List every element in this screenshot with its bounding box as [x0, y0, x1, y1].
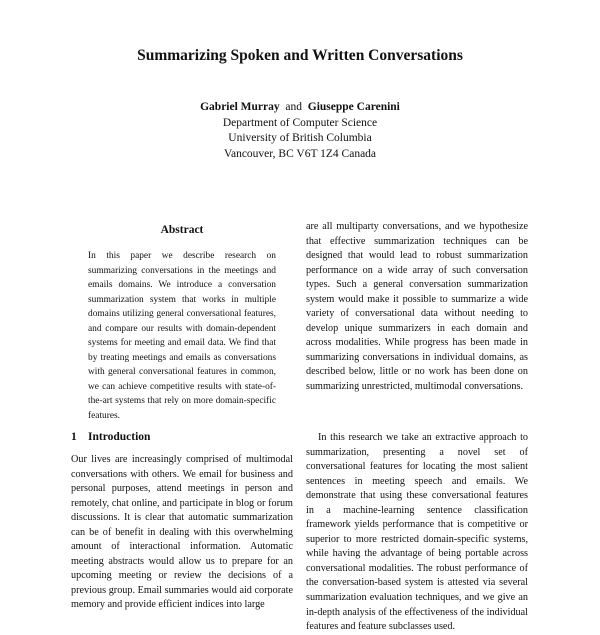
author-2: Giuseppe Carenini [307, 101, 400, 113]
right-column-paragraph-2: In this research we take an extractive approach to summarization, presenting a novel set of conversational features for locating the most salient sentences in meeting speech and emails. We demonstrate that using these conversational features in a machine-learning sentence classification framework yields performance that is competitive or superior to more restricted domain-specific systems, while having the advantage of being portable across conversational modalities. The robust performance of the conversation-based system is attested via several summarization evaluation techniques, and we give an in-depth analysis of the effectiveness of the individual features and feature subclasses used. [306, 432, 528, 633]
author-university: University of British Columbia [228, 132, 372, 144]
section-heading-introduction [71, 431, 150, 443]
abstract-text: In this paper we describe research on summarizing conversations in the meetings and emails domains. We introduce a conversation summarization system that works in multiple domains utilizing general conversational features, and compare our results with domain-dependent systems for meeting and email data. We find that by treating meetings and emails as conversations with general conversational features in common, we can achieve competitive results with state-of-the-art systems that rely on more domain-specific features. [88, 251, 276, 421]
author-1: Gabriel Murray [200, 101, 280, 113]
author-names [0, 100, 600, 116]
paper-title: Summarizing Spoken and Written Conversations [137, 47, 463, 64]
introduction-text: Our lives are increasingly comprised of multimodal conversations with others. We email for business and personal purposes, attend meetings in person and remotely, chat online, and participate in blog or forum discussions. It is clear that automatic summarization can be of benefit in dealing with this overwhelming amount of interactional information. Automatic meeting abstracts would allow us to prepare for an upcoming meeting or review the decisions of a previous group. Email summaries would aid corporate memory and provide efficient indices into large [71, 454, 293, 611]
section-number: 1 [71, 431, 77, 443]
author-conjunction: and [285, 101, 302, 113]
author-address: Vancouver, BC V6T 1Z4 Canada [223, 147, 377, 160]
author-block [0, 100, 600, 162]
section-title: Introduction [88, 431, 151, 443]
right-column-paragraph-1: are all multiparty conversations, and we hypothesize that effective summarization techniques can be designed that would lead to robust summarization performance on a wide array of such conversation types. Such a general conversation summarization system would make it possible to summarize a wide variety of conversational data without needing to develop unique summarizers in each domain and across modalities. While progress has been made in summarizing conversations in individual domains, as described below, little or no work has been done on summarizing unrestricted, multimodal conversations. [306, 221, 528, 393]
author-department: Department of Computer Science [222, 116, 378, 129]
abstract-heading: Abstract [160, 224, 204, 236]
